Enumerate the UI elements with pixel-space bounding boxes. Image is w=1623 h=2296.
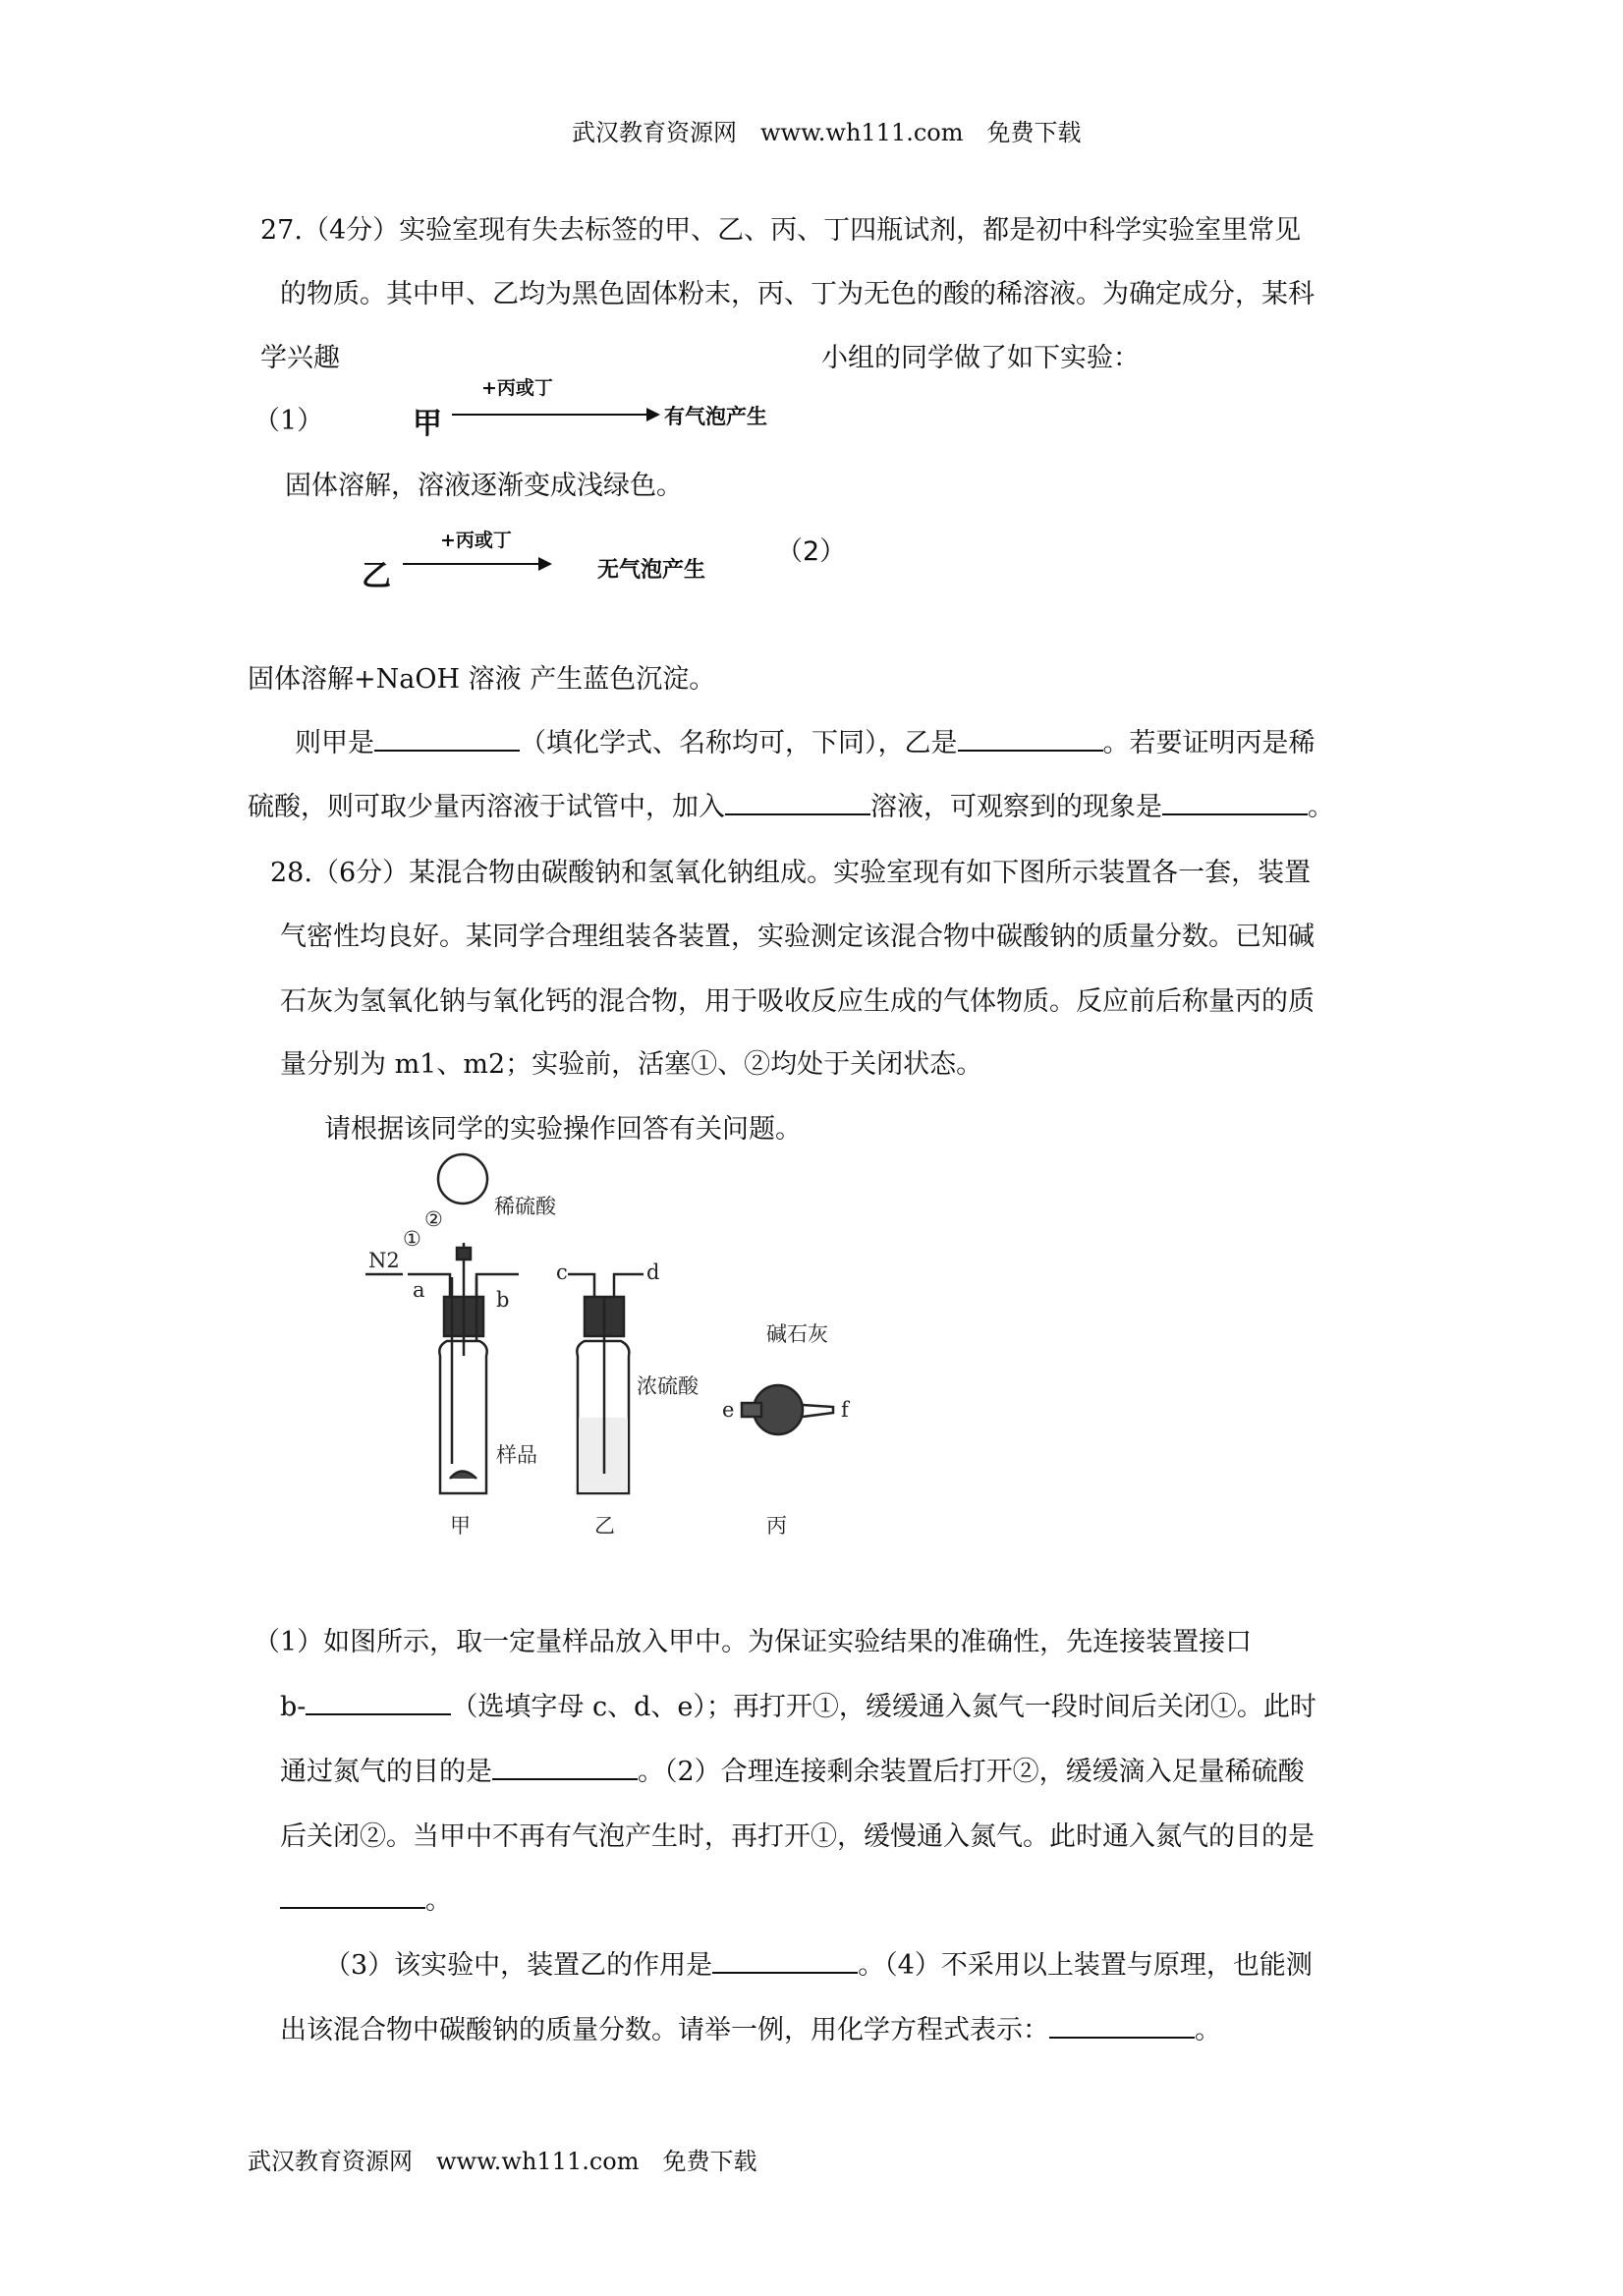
q27-line3b: 小组的同学做了如下实验： — [821, 343, 1140, 373]
q27-line1: 27.（4分）实验室现有失去标签的甲、乙、丙、丁四瓶试剂，都是初中科学实验室里常见 — [260, 215, 1302, 246]
q27-part1-label: （1） — [253, 406, 324, 436]
answer-blank[interactable] — [492, 1757, 638, 1780]
label-yi: 乙 — [594, 1514, 615, 1538]
text: 出该混合物中碳酸钠的质量分数。请举一例，用化学方程式表示： — [280, 2015, 1049, 2045]
label-c: c — [556, 1260, 568, 1284]
label-valve1: ① — [403, 1227, 421, 1251]
text: b- — [280, 1692, 307, 1722]
text: 。 — [425, 1885, 452, 1916]
q28-line2: 气密性均良好。某同学合理组装各装置，实验测定该混合物中碳酸钠的质量分数。已知碱 — [280, 922, 1315, 952]
q28-answer-line5 — [280, 1884, 452, 1918]
text: 。（4）不采用以上装置与原理，也能测 — [858, 1950, 1313, 1981]
scheme2-reactant: 乙 — [362, 559, 391, 593]
text: 通过氮气的目的是 — [280, 1757, 492, 1787]
q28-line5: 请根据该同学的实验操作回答有关问题。 — [324, 1114, 802, 1145]
label-n2: N2 — [368, 1249, 400, 1272]
answer-blank[interactable] — [374, 728, 520, 752]
q28-answer-line6 — [324, 1949, 1313, 1983]
text: 硫酸，则可取少量丙溶液于试管中，加入 — [248, 792, 725, 822]
answer-blank[interactable] — [1049, 2015, 1195, 2039]
q27-line2: 的物质。其中甲、乙均为黑色固体粉末，丙、丁为无色的酸的稀溶液。为确定成分，某科 — [280, 279, 1315, 309]
text: 。 — [1308, 792, 1334, 822]
arrowhead-icon — [646, 408, 660, 421]
text: （3）该实验中，装置乙的作用是 — [324, 1950, 713, 1981]
scheme2-reagent: +丙或丁 — [440, 530, 512, 551]
label-b: b — [496, 1288, 510, 1312]
q28-answer-line2 — [280, 1691, 1316, 1724]
text: （填化学式、名称均可，下同），乙是 — [520, 728, 958, 758]
scheme1-result: 有气泡产生 — [664, 405, 767, 428]
text: 溶液，可观察到的现象是 — [870, 792, 1162, 822]
q28-line4: 量分别为 m1、m2；实验前，活塞①、②均处于关闭状态。 — [280, 1049, 983, 1080]
q27-line7: 固体溶解+NaOH 溶液 产生蓝色沉淀。 — [248, 664, 716, 695]
arrowhead-icon — [538, 557, 552, 571]
label-conc-sulfuric-acid: 浓硫酸 — [637, 1374, 699, 1398]
label-e: e — [722, 1398, 735, 1422]
text: 。（2）合理连接剩余装置后打开②，缓缓滴入足量稀硫酸 — [638, 1757, 1305, 1787]
answer-blank[interactable] — [306, 1692, 451, 1715]
page-footer: 武汉教育资源网 www.wh111.com 免费下载 — [248, 2148, 757, 2175]
scheme1-reagent: +丙或丁 — [481, 377, 553, 399]
q27-line5: 固体溶解，溶液逐渐变成浅绿色。 — [285, 471, 683, 501]
label-f: f — [841, 1398, 849, 1422]
q27-part2-label: （2） — [776, 536, 847, 567]
page-header: 武汉教育资源网 www.wh111.com 免费下载 — [572, 119, 1082, 146]
answer-blank[interactable] — [958, 728, 1103, 752]
answer-blank[interactable] — [712, 1950, 858, 1974]
apparatus-figure — [364, 1140, 1248, 1572]
label-a: a — [413, 1278, 425, 1302]
q28-answer-line7 — [280, 2014, 1221, 2047]
text: 则甲是 — [295, 728, 374, 758]
q28-answer-line3 — [280, 1756, 1305, 1789]
answer-blank[interactable] — [725, 792, 870, 815]
text: 。 — [1195, 2015, 1221, 2045]
scheme2-result: 无气泡产生 — [597, 558, 706, 583]
apparatus-bing — [742, 1385, 833, 1434]
label-dilute-sulfuric-acid: 稀硫酸 — [494, 1195, 556, 1218]
answer-blank[interactable] — [280, 1885, 425, 1909]
q28-answer-line1: （1）如图所示，取一定量样品放入甲中。为保证实验结果的准确性，先连接装置接口 — [253, 1627, 1253, 1657]
arrow-icon — [452, 414, 648, 416]
label-d: d — [646, 1260, 660, 1284]
apparatus-yi — [568, 1274, 644, 1493]
label-sample: 样品 — [496, 1443, 537, 1467]
label-soda-lime: 碱石灰 — [766, 1322, 828, 1346]
q27-line9 — [248, 791, 1334, 824]
scheme1-reactant: 甲 — [413, 407, 442, 441]
label-valve2: ② — [424, 1207, 443, 1231]
arrow-icon — [403, 563, 540, 565]
q28-line1: 28.（6分）某混合物由碳酸钠和氢氧化钠组成。实验室现有如下图所示装置各一套，装置 — [270, 858, 1312, 888]
scheme-1 — [413, 373, 806, 441]
scheme-2 — [362, 526, 755, 593]
text: （选填字母 c、d、e）；再打开①，缓缓通入氮气一段时间后关闭①。此时 — [451, 1692, 1316, 1722]
text: 。若要证明丙是稀 — [1102, 728, 1315, 758]
q27-line3a: 学兴趣 — [260, 343, 340, 373]
q28-line3: 石灰为氢氧化钠与氧化钙的混合物，用于吸收反应生成的气体物质。反应前后称量丙的质 — [280, 986, 1315, 1017]
label-bing: 丙 — [766, 1514, 787, 1538]
q27-line8 — [295, 727, 1315, 760]
label-jia: 甲 — [450, 1514, 471, 1538]
q28-answer-line4: 后关闭②。当甲中不再有气泡产生时，再打开①，缓慢通入氮气。此时通入氮气的目的是 — [280, 1821, 1315, 1852]
answer-blank[interactable] — [1162, 792, 1308, 815]
